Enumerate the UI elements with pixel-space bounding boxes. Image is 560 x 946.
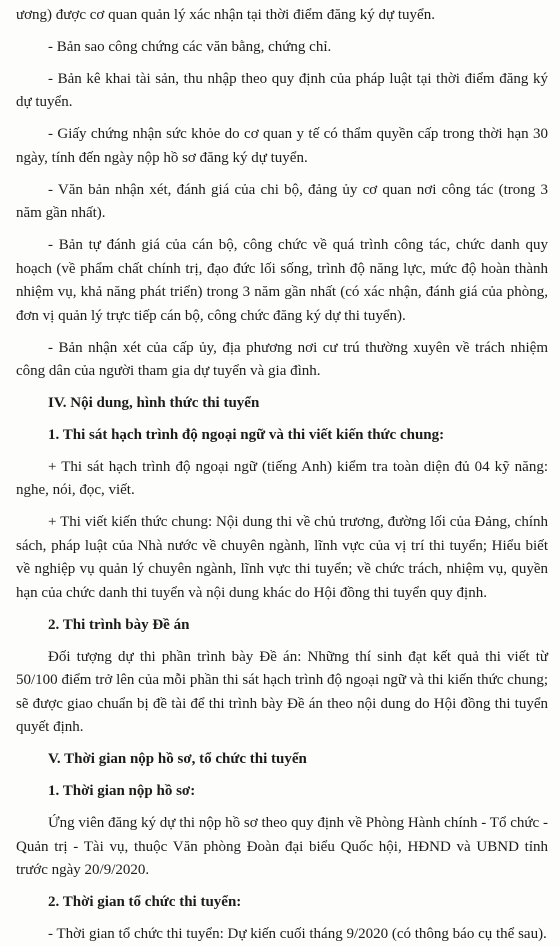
heading-section-v: V. Thời gian nộp hồ sơ, tổ chức thi tuyển [48, 751, 307, 768]
heading-section-iv: IV. Nội dung, hình thức thi tuyển [48, 395, 260, 412]
paragraph-continuation: ương) được cơ quan quản lý xác nhận tại thời điểm đăng ký dự tuyển. [16, 7, 435, 23]
paragraph-language-exam: + Thi sát hạch trình độ ngoại ngữ (tiếng Anh) kiểm tra toàn diện đủ 04 kỹ năng: nghe, nói, đọc, viết. [16, 458, 548, 499]
paragraph-self-assessment: - Bản tự đánh giá của cán bộ, công chức về quá trình công tác, chức danh quy hoạch (về phẩm chất chính trị, đạo đức lối sống, trình độ năng lực, mức độ hoàn thành nhiệm vụ, khả năng phát triển) trong 3 năm gần nhất (có xác nhận, đánh giá của phòng, đơn vị quản lý trực tiếp cán bộ, công chức đăng ký dự thi tuyển). [16, 237, 548, 324]
heading-submission-time: 1. Thời gian nộp hồ sơ: [48, 783, 196, 800]
paragraph-exam-time-details: - Thời gian tổ chức thi tuyển: Dự kiến cuối tháng 9/2020 (có thông báo cụ thể sau). [48, 925, 547, 942]
paragraph-submission-details: Ứng viên đăng ký dự thi nộp hồ sơ theo quy định về Phòng Hành chính - Tổ chức - Quản trị - Tài vụ, thuộc Văn phòng Đoàn đại biểu Quốc hội, HĐND và UBND tỉnh trước ngày 20/9/2020. [16, 814, 548, 879]
heading-project-presentation: 2. Thi trình bày Đề án [48, 616, 190, 633]
paragraph-health-certificate: - Giấy chứng nhận sức khỏe do cơ quan y tế có thẩm quyền cấp trong thời hạn 30 ngày, tính đến ngày nộp hồ sơ đăng ký dự tuyển. [16, 126, 548, 166]
paragraph-diploma-copies: - Bản sao công chứng các văn bằng, chứng chỉ. [48, 38, 332, 55]
heading-exam-language-general: 1. Thi sát hạch trình độ ngoại ngữ và thi viết kiến thức chung: [48, 426, 445, 443]
paragraph-party-review: - Văn bản nhận xét, đánh giá của chi bộ, đảng ủy cơ quan nơi công tác (trong 3 năm gần nhất). [16, 181, 548, 222]
paragraph-presentation-eligibility: Đối tượng dự thi phần trình bày Đề án: Những thí sinh đạt kết quả thi viết từ 50/100 điểm trở lên của mỗi phần thi sát hạch trình độ ngoại ngữ và thi kiến thức chung; sẽ được giao chuẩn bị đề tài để thi trình bày Đề án theo nội dung do Hội đồng thi tuyển quyết định. [16, 648, 548, 736]
paragraph-residence-review: - Bản nhận xét của cấp ủy, địa phương nơi cư trú thường xuyên về trách nhiệm công dân của người tham gia dự tuyển và gia đình. [16, 339, 548, 380]
paragraph-general-knowledge-exam: + Thi viết kiến thức chung: Nội dung thi về chủ trương, đường lối của Đảng, chính sách, pháp luật của Nhà nước về chuyên ngành, lĩnh vực của vị trí thi tuyển; Hiểu biết về nghiệp vụ quản lý chuyên ngành, lĩnh vực thi tuyển; về chức trách, nhiệm vụ, quyền hạn của chức danh thi tuyển và nội dung khác do Hội đồng thi tuyển quy định. [16, 514, 548, 601]
paragraph-asset-declaration: - Bản kê khai tài sản, thu nhập theo quy định của pháp luật tại thời điểm đăng ký dự tuyển. [16, 70, 548, 111]
heading-exam-time: 2. Thời gian tổ chức thi tuyển: [48, 894, 242, 910]
